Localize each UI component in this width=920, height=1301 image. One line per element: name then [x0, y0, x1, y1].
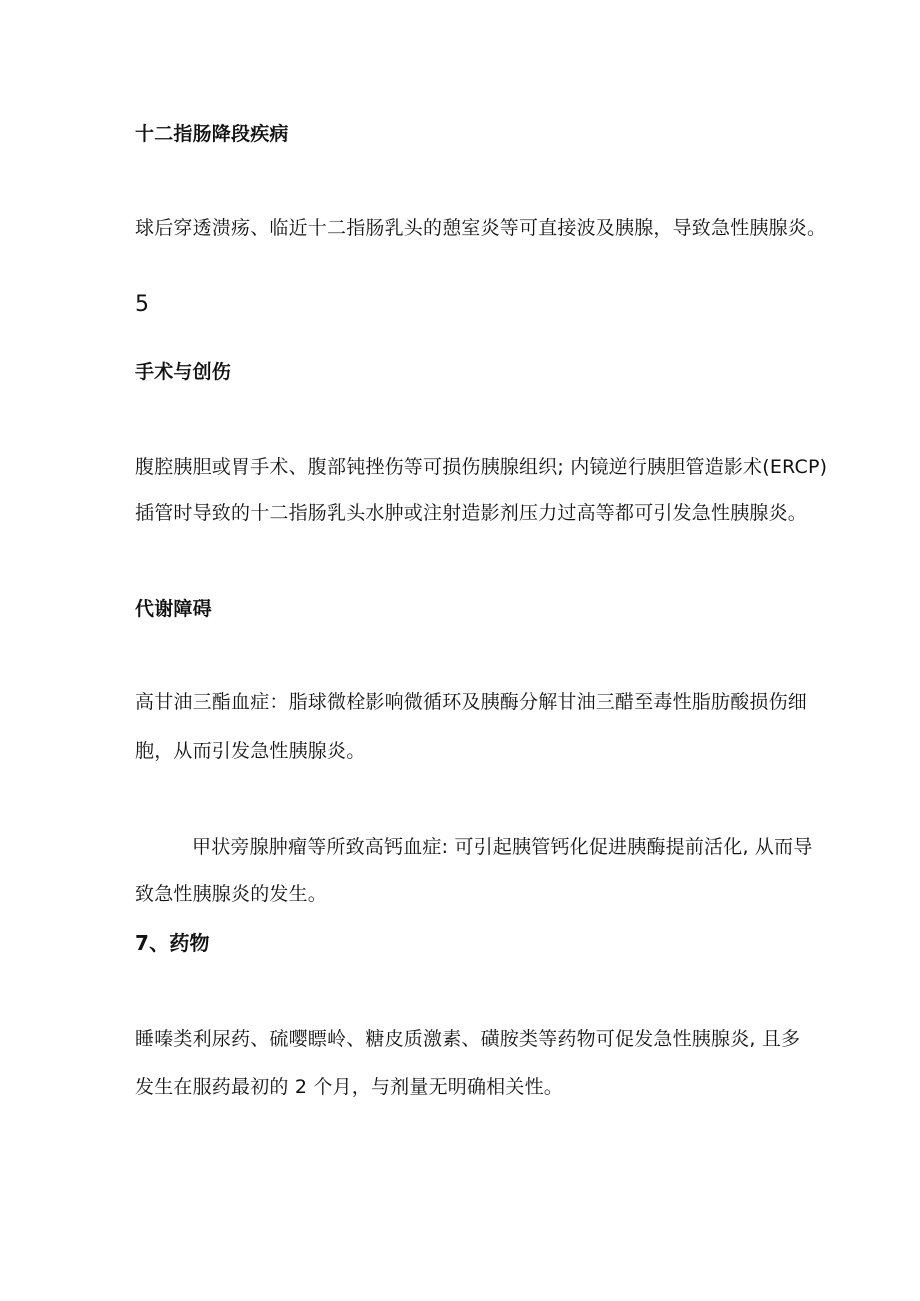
section-heading-duodenal-disease: 十二指肠降段疾病 [135, 123, 289, 145]
paragraph-surgery-line-2: 插管时导致的十二指肠乳头水肿或注射造影剂压力过高等都可引发急性胰腺炎。 [135, 502, 808, 524]
section-heading-surgery-trauma: 手术与创伤 [135, 361, 232, 383]
paragraph-surgery-line-1: 腹腔胰胆或胃手术、腹部钝挫伤等可损伤胰腺组织; 内镜逆行胰胆管造影术(ERCP) [135, 456, 828, 478]
paragraph-hypertriglyceridemia-line-2: 胞，从而引发急性胰腺炎。 [135, 740, 366, 762]
section-number-5: 5 [135, 292, 150, 317]
paragraph-drugs-line-1: 睡嗪类利尿药、硫嘤瞟岭、糖皮质激素、磺胺类等药物可促发急性胰腺炎, 且多 [135, 1028, 801, 1050]
paragraph-hypercalcemia-line-2: 致急性胰腺炎的发生。 [135, 883, 328, 905]
section-heading-metabolic-disorder: 代谢障碍 [135, 598, 212, 620]
paragraph-duodenal-disease: 球后穿透溃疡、临近十二指肠乳头的憩室炎等可直接波及胰腺，导致急性胰腺炎。 [135, 217, 827, 239]
paragraph-hypertriglyceridemia-line-1: 高甘油三酯血症：脂球微栓影响微循环及胰酶分解甘油三醋至毒性脂肪酸损伤细 [135, 691, 808, 713]
section-heading-drugs: 7、药物 [135, 931, 210, 955]
paragraph-drugs-line-2: 发生在服药最初的 2 个月，与剂量无明确相关性。 [135, 1076, 563, 1098]
paragraph-hypercalcemia-line-1: 甲状旁腺肿瘤等所致高钙血症: 可引起胰管钙化促进胰酶提前活化, 从而导 [192, 836, 813, 858]
